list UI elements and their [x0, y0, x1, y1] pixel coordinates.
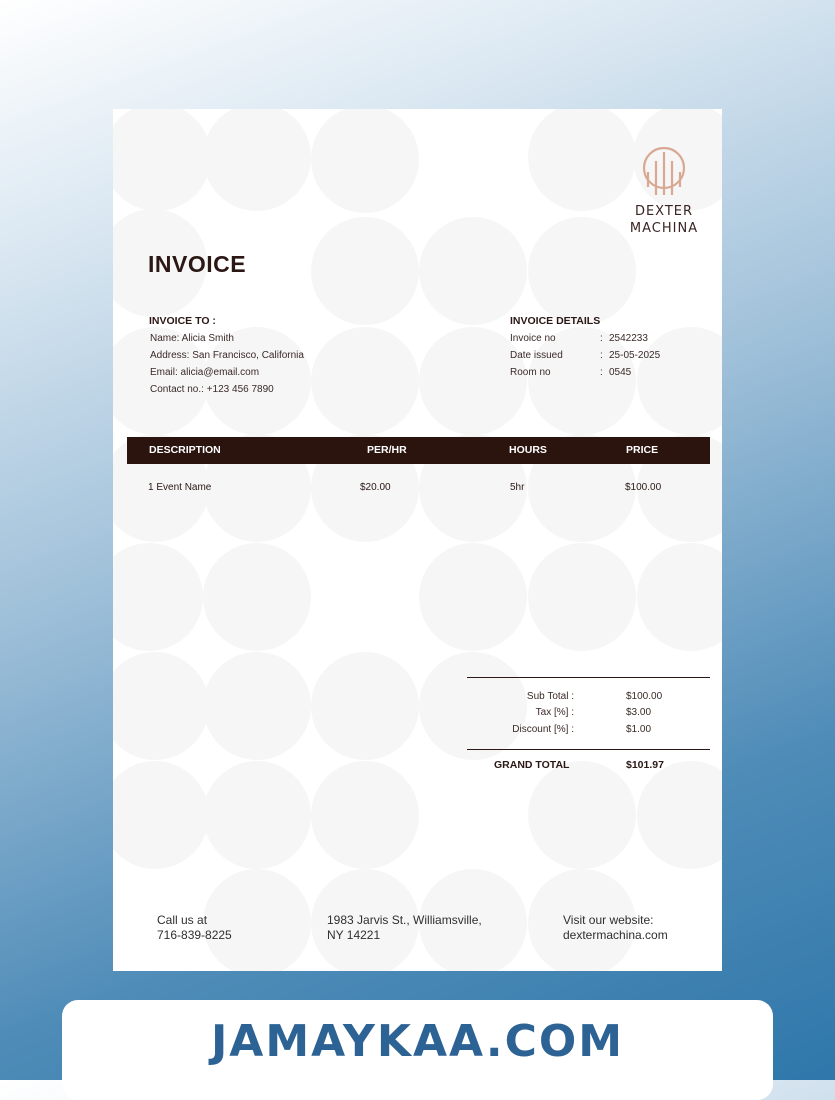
page-title: INVOICE — [148, 251, 247, 277]
header-hours: HOURS — [509, 444, 547, 456]
detail-separator: : — [600, 350, 603, 361]
row-price: $100.00 — [625, 482, 662, 493]
summary-top-divider — [467, 677, 710, 678]
dexter-machina-logo-icon — [640, 145, 688, 199]
bill-to-email: Email: alicia@email.com — [150, 367, 260, 378]
detail-row — [510, 330, 660, 347]
brand-logo — [609, 145, 719, 237]
invoice-details-section — [510, 315, 660, 381]
header-per-hr: PER/HR — [367, 444, 407, 456]
brand-name-line1: DEXTER — [634, 204, 694, 219]
watermark-text: JAMAYKAA.COM — [210, 1016, 625, 1067]
detail-row — [510, 364, 660, 381]
grand-total-value: $101.97 — [626, 759, 664, 771]
subtotal-value: $100.00 — [626, 691, 663, 702]
row-per-hr: $20.00 — [360, 482, 391, 493]
detail-label: Date issued — [510, 350, 563, 361]
detail-label: Room no — [510, 367, 551, 378]
bill-to-heading: INVOICE TO : — [149, 315, 216, 327]
footer-address-line1: 1983 Jarvis St., Williamsville, — [327, 913, 482, 927]
subtotal-label: Sub Total : — [526, 691, 574, 702]
footer-address — [327, 913, 482, 943]
summary-bottom-divider — [467, 749, 710, 750]
detail-separator: : — [600, 333, 603, 344]
footer-phone: 716-839-8225 — [157, 928, 232, 942]
subtotal-row — [467, 689, 710, 705]
detail-value: 25-05-2025 — [609, 350, 661, 361]
discount-label: Discount [%] : — [512, 724, 574, 735]
footer-website-label: Visit our website: — [563, 913, 654, 927]
invoice-page — [113, 109, 722, 971]
detail-value: 2542233 — [609, 333, 648, 344]
footer-website-url[interactable]: dextermachina.com — [563, 928, 668, 942]
grand-total-row — [467, 757, 710, 773]
discount-value: $1.00 — [626, 724, 652, 735]
table-header — [127, 437, 710, 464]
detail-separator: : — [600, 367, 603, 378]
detail-value: 0545 — [609, 367, 632, 378]
watermark-banner — [62, 1000, 773, 1100]
tax-label: Tax [%] : — [535, 707, 574, 718]
footer-website — [563, 913, 668, 943]
row-description: 1 Event Name — [148, 482, 212, 493]
table-row — [127, 474, 710, 501]
bill-to-section — [149, 315, 304, 398]
bill-to-address: Address: San Francisco, California — [150, 350, 304, 361]
invoice-details-heading: INVOICE DETAILS — [510, 315, 601, 327]
grand-total-label: GRAND TOTAL — [494, 759, 570, 771]
background-pattern — [113, 109, 722, 971]
row-hours: 5hr — [510, 482, 525, 493]
footer-address-line2: NY 14221 — [327, 928, 381, 942]
footer-call-label: Call us at — [157, 913, 208, 927]
bill-to-contact: Contact no.: +123 456 7890 — [150, 384, 274, 395]
header-price: PRICE — [626, 444, 659, 456]
tax-row — [467, 705, 710, 721]
discount-row — [467, 722, 710, 738]
brand-name-line2: MACHINA — [629, 221, 699, 236]
footer-contact — [157, 913, 232, 943]
tax-value: $3.00 — [626, 707, 652, 718]
bill-to-name: Name: Alicia Smith — [150, 333, 234, 344]
detail-label: Invoice no — [510, 333, 556, 344]
detail-row — [510, 347, 660, 364]
header-description: DESCRIPTION — [149, 444, 221, 456]
